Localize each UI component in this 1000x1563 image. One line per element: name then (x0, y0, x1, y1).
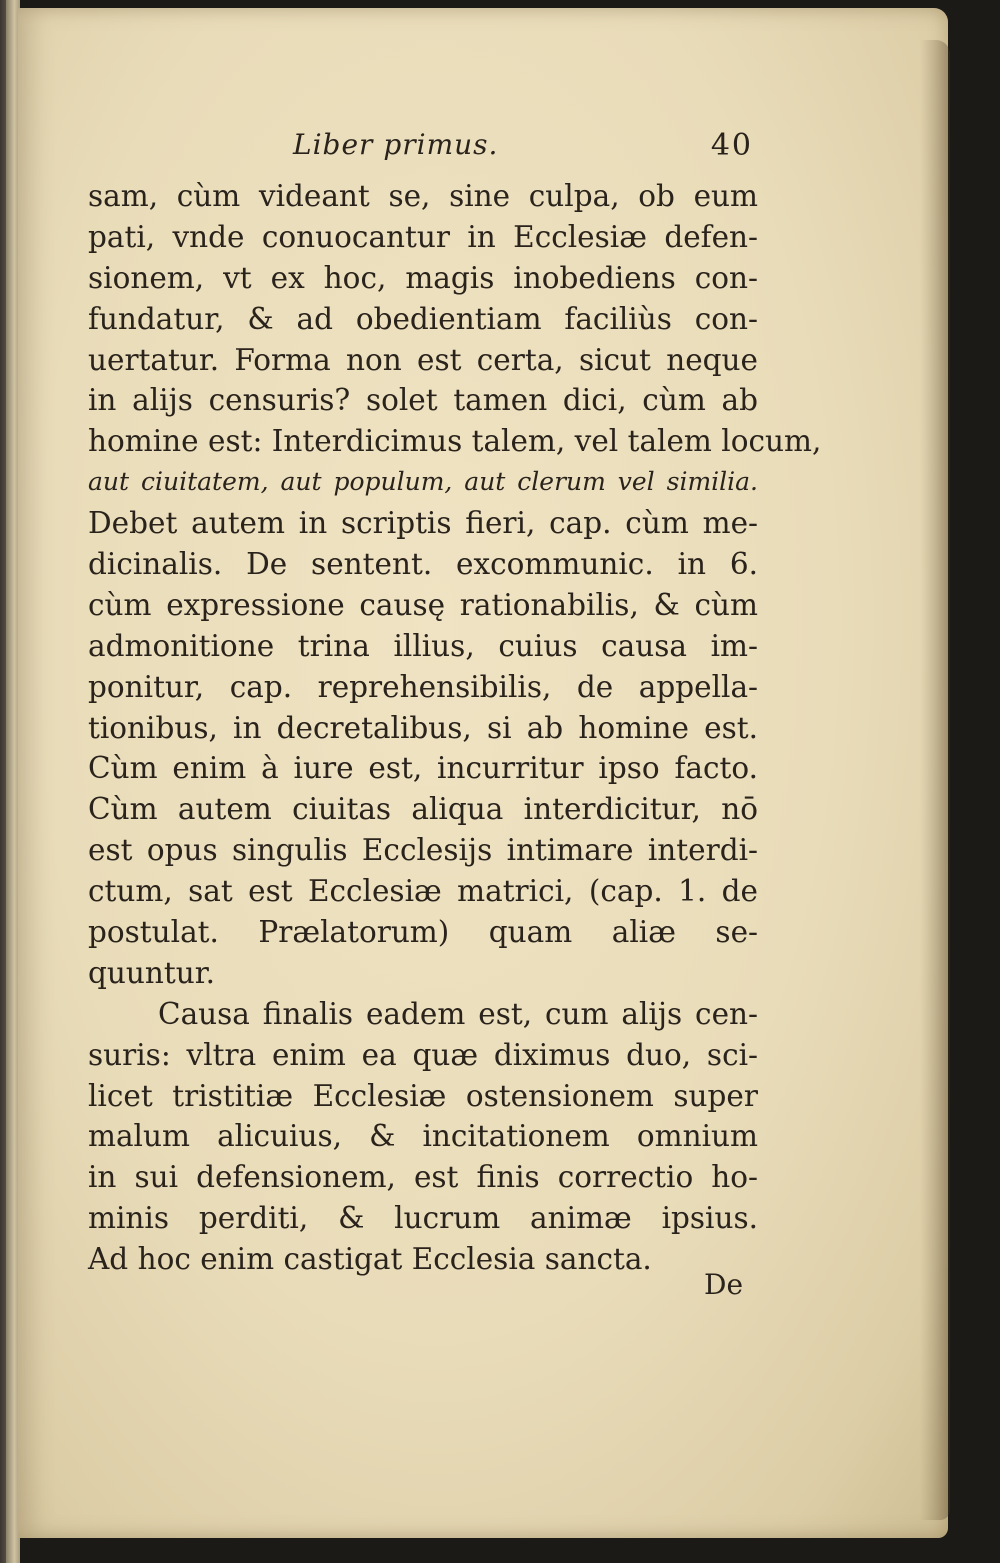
text-line: Cùm autem ciuitas aliqua interdicitur, nō (88, 792, 758, 827)
text-line: Debet autem in scriptis fieri, cap. cùm me- (88, 506, 758, 541)
text-line: admonitione trina illius, cuius causa im- (88, 628, 758, 663)
text-line: tionibus, in decretalibus, si ab homine est. (88, 710, 758, 745)
text-line: in sui defensionem, est finis correctio ho- (88, 1160, 758, 1195)
text-line: uertatur. Forma non est certa, sicut neque (88, 342, 758, 377)
text-line: Ad hoc enim castigat Ecclesia sancta. (88, 1242, 652, 1277)
text-line: ponitur, cap. reprehensibilis, de appella- (88, 669, 758, 704)
text-line: pati, vnde conuocantur in Ecclesiæ defen- (88, 219, 758, 254)
text-line: quuntur. (88, 955, 215, 990)
text-line: licet tristitiæ Ecclesiæ ostensionem super (88, 1078, 758, 1113)
text-line: est opus singulis Ecclesijs intimare interdi- (88, 833, 758, 868)
page-edge-shadow (920, 40, 950, 1520)
text-line: Cùm enim à iure est, incurritur ipso facto. (88, 751, 758, 786)
page-number: 40 (710, 128, 753, 163)
text-line: sionem, vt ex hoc, magis inobediens con- (88, 260, 758, 295)
running-head (88, 128, 758, 176)
text-line: in alijs censuris? solet tamen dici, cùm ab (88, 383, 758, 418)
text-line: ctum, sat est Ecclesiæ matrici, (cap. 1. de (88, 874, 758, 909)
text-line: suris: vltra enim ea quæ diximus duo, sci- (88, 1037, 758, 1072)
text-line-italic: aut ciuitatem, aut populum, aut clerum vel similia. (88, 467, 758, 497)
text-line: minis perditi, & lucrum animæ ipsius. (88, 1201, 758, 1236)
running-head-title: Liber primus. (293, 128, 499, 161)
text-line: postulat. Prælatorum) quam aliæ se- (88, 915, 758, 950)
text-line: malum alicuius, & incitationem omnium (88, 1119, 758, 1154)
page-text (88, 128, 822, 1280)
text-line: dicinalis. De sentent. excommunic. in 6. (88, 547, 758, 582)
text-line: cùm expressione causę rationabilis, & cùm (88, 587, 758, 622)
catchword: De (704, 1268, 744, 1301)
paragraph-start-line: Causa finalis eadem est, cum alijs cen- (158, 996, 758, 1031)
text-line: fundatur, & ad obedientiam faciliùs con- (88, 301, 758, 336)
text-line: homine est: Interdicimus talem, vel talem locum, (88, 424, 822, 459)
text-line: sam, cùm videant se, sine culpa, ob eum (88, 179, 758, 213)
